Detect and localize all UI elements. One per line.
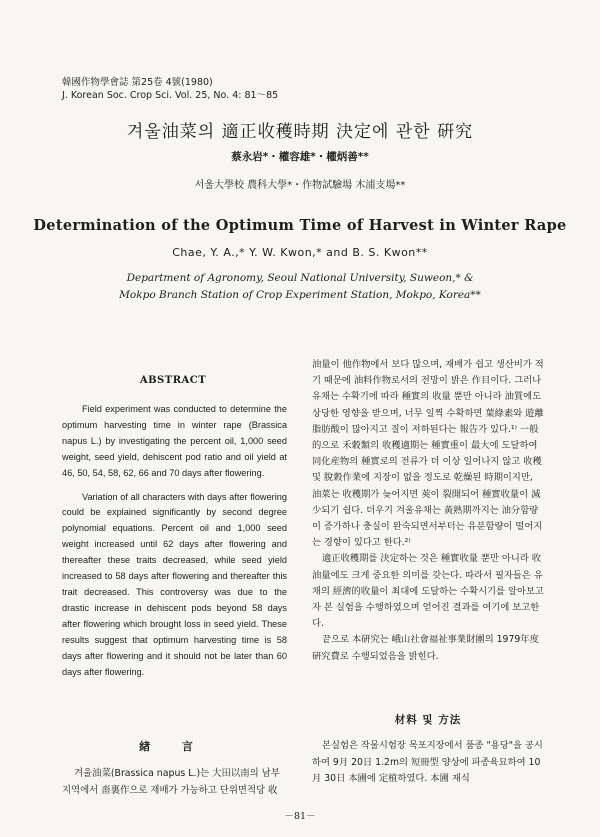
right-paragraph-2: 適正收穫期를 決定하는 것은 種實收量 뿐만 아니라 收油量에도 크게 중요한 의미를 갖는다. 따라서 필자들은 유채의 經濟的收量이 최대에 도달하는 수확시기를 알아보고자 본 실험을 수행하였으며 얻어진 결과를 여기에 보고한다. (312, 553, 544, 630)
authors-english: Chae, Y. A.,* Y. W. Kwon,* and B. S. Kwon** (172, 246, 428, 259)
affiliation-korean: 서울大學校 農科大學*・作物試驗場 木浦支場** (194, 180, 406, 191)
right-column (312, 357, 544, 665)
right-paragraph-3: 끝으로 本硏究는 峨山社會福祉事業財團의 1979年度 硏究費로 수행되었음을 밝힌다. (312, 634, 539, 662)
affiliation-english (0, 270, 600, 304)
methods-body (312, 738, 544, 788)
abstract-heading: ABSTRACT (139, 375, 207, 386)
abstract-paragraph-2: Variation of all characters with days after flowering could be explained significantly by second degree polynomial equations. Percent oil and 1,000 seed weight increased until 62 days after flowering and thereafter these traits decreased, while seed yield increased to 58 days after flowering and thereafter this trait decreased. This controversy was due to the drastic increase in dehiscent pods beyond 58 days after flowering which brought loss in seed yield. These results suggest that optimum harvesting time is 58 days after flowering and it should not be later than 60 days after flowering. (62, 491, 287, 677)
right-paragraph-1: 油量이 他作物에서 보다 많으며, 재배가 쉽고 생산비가 적기 때문에 油料作物로서의 전망이 밝은 作目이다. 그러나 유채는 수확기에 따라 種實의 收量 뿐만 아니라 油質에도 상당한 영향을 받으며, 너무 일찍 수확하면 葉綠素와 遊離脂肪酸이 많아지고 질이 저하된다는 報告가 있다.¹⁾ 一般的으로 禾穀類의 收穫適期는 種實重이 最大에 도달하여 同化産物의 種實로의 전류가 더 이상 일어나지 않고 收穫 및 脫穀作業에 지장이 없을 정도로 乾燥된 時期이지만, 油菜는 收穫期가 늦어지면 莢이 裂開되어 種實收量이 減少되기 쉽다. 더우기 겨울유채는 黃熟期까지는 油分함량이 증가하나 충실이 완숙되면서부터는 유분함량이 떨어지는 경향이 있다고 한다.²⁾ (312, 359, 544, 549)
abstract-paragraph-1: Field experiment was conducted to determine the optimum harvesting time in winter rape (Brassica napus L.) by investigating the percent oil, 1,000 seed weight, seed yield, dehiscent pod ratio and oil yield at 46, 50, 54, 58, 62, 66 and 70 days after flowering. (62, 404, 287, 478)
journal-line-ko: 韓國作物學會誌 第25卷 4號(1980) (62, 77, 213, 88)
journal-line-en: J. Korean Soc. Crop Sci. Vol. 25, No. 4: 81～85 (62, 90, 279, 101)
methods-heading: 材料 및 方法 (394, 714, 462, 726)
title-english: Determination of the Optimum Time of Harvest in Winter Rape (33, 217, 567, 234)
affiliation-english-line1: Department of Agronomy, Seoul National University, Suweon,* & (126, 272, 474, 284)
abstract-body (62, 402, 287, 680)
journal-header (62, 76, 278, 102)
introduction-paragraph: 겨울油菜(Brassica napus L.)는 大田以南의 남부지역에서 畓裏作으로 재배가 가능하고 단위면적당 收 (62, 768, 280, 796)
authors-korean: 蔡永岩*・權容雄*・權炳善** (231, 151, 369, 163)
title-korean: 겨울油菜의 適正收穫時期 決定에 관한 硏究 (126, 122, 474, 142)
introduction-heading: 緖 言 (139, 740, 207, 753)
methods-paragraph: 본실험은 작물시험장 목포지장에서 품종 "용당"을 공시하여 9月 20日 1.2m의 短冊型 양상에 파종육묘하여 10月 30日 本圃에 定植하였다. 本圃 재식 (312, 740, 543, 784)
page-number: －81－ (284, 811, 316, 822)
affiliation-english-line2: Mokpo Branch Station of Crop Experiment Station, Mokpo, Korea** (119, 289, 481, 301)
introduction-body (62, 765, 288, 799)
